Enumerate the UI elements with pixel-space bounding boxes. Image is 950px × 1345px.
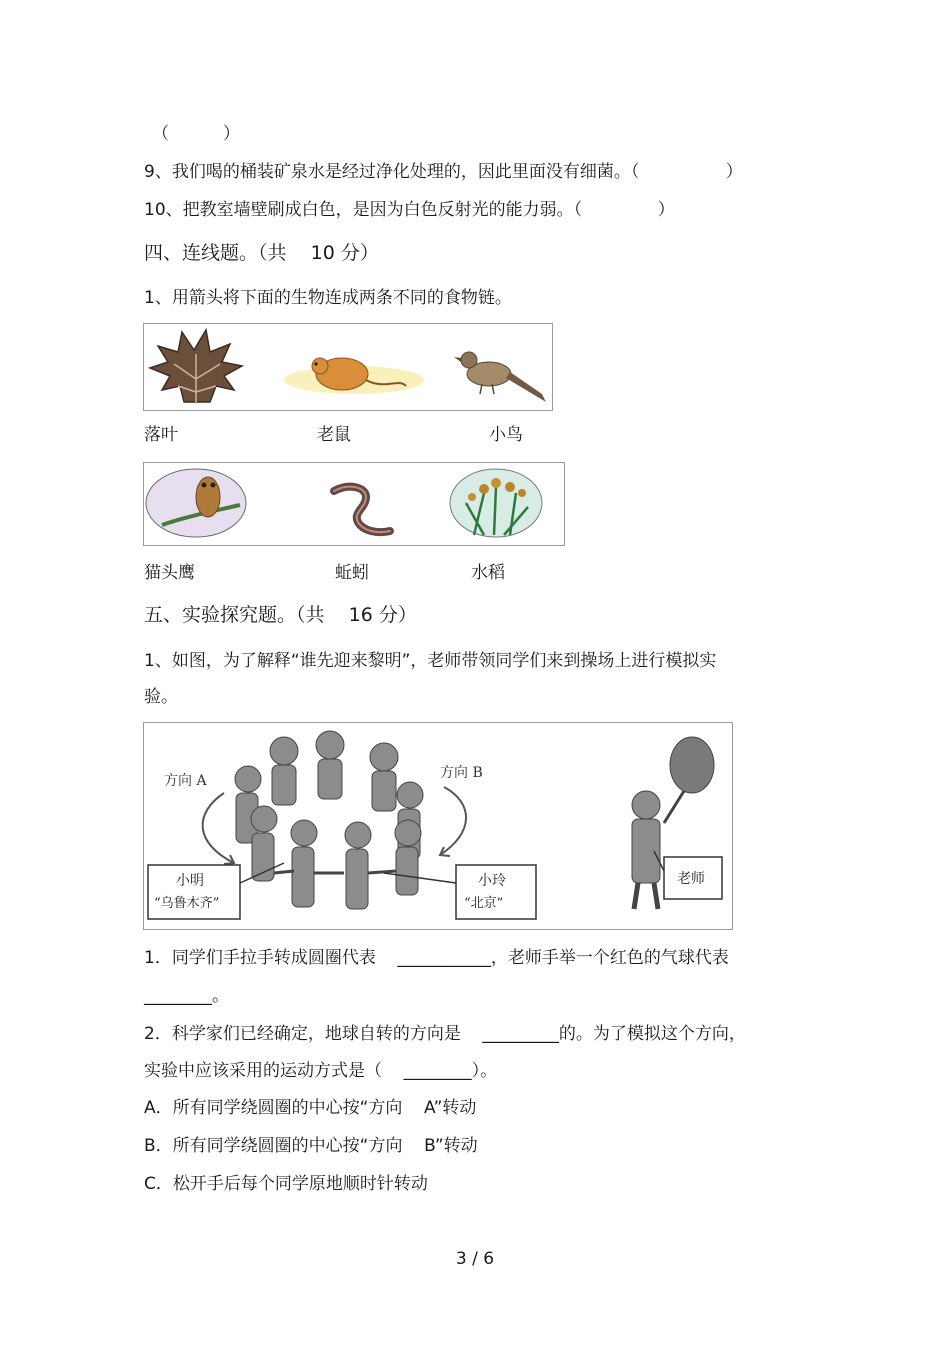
section-4-title: 四、连线题。（共 10 分） xyxy=(144,242,379,264)
label-owl: 猫头鹰 xyxy=(144,563,195,583)
question-9: 9、我们喝的桶装矿泉水是经过净化处理的，因此里面没有细菌。（ ） xyxy=(144,162,743,182)
label-earthworm: 蚯蚓 xyxy=(335,563,369,583)
organisms-row-1-image xyxy=(143,323,553,411)
page-number: 3 / 6 xyxy=(455,1249,495,1269)
label-rice: 水稻 xyxy=(471,563,505,583)
teacher-label: 老师 xyxy=(677,871,705,887)
sub-question-1-line-1: 1．同学们手拉手转成圆圈代表 ___________，老师手举一个红色的气球代表 xyxy=(144,948,729,968)
sub-question-1-line-2: ________。 xyxy=(144,986,229,1006)
mouse-icon xyxy=(284,358,424,394)
arrow-b-icon xyxy=(440,787,466,855)
children-circle-icon xyxy=(235,731,423,909)
owl-icon xyxy=(146,469,246,537)
earthworm-icon xyxy=(334,487,390,532)
experiment-illustration xyxy=(143,722,733,930)
option-c: C．松开手后每个同学原地顺时针转动 xyxy=(144,1174,428,1194)
direction-a-label: 方向 A xyxy=(164,773,207,789)
arrow-a-icon xyxy=(203,793,234,863)
xiaoming-name: 小明 xyxy=(176,873,204,889)
rice-plant-icon xyxy=(450,469,542,537)
section-4-question-1: 1、用箭头将下面的生物连成两条不同的食物链。 xyxy=(144,288,512,308)
section-5-question-1-line-2: 验。 xyxy=(144,687,178,707)
xiaoling-city: “北京” xyxy=(464,896,504,911)
option-a: A．所有同学绕圆圈的中心按“方向 A”转动 xyxy=(144,1098,477,1118)
section-5-question-1-line-1: 1、如图，为了解释“谁先迎来黎明”，老师带领同学们来到操场上进行模拟实 xyxy=(144,651,717,671)
label-small-bird: 小鸟 xyxy=(489,425,523,445)
xiaoling-name: 小玲 xyxy=(478,873,506,889)
previous-answer-blank: （ ） xyxy=(152,124,241,144)
teacher-speech-bubble xyxy=(654,851,722,899)
option-b: B．所有同学绕圆圈的中心按“方向 B”转动 xyxy=(144,1136,478,1156)
xiaoming-city: “乌鲁木齐” xyxy=(154,896,220,911)
sub-question-2-line-2: 实验中应该采用的运动方式是（ ________）。 xyxy=(144,1061,498,1081)
section-5-title: 五、实验探究题。（共 16 分） xyxy=(144,604,417,626)
direction-b-label: 方向 B xyxy=(440,765,483,781)
organisms-row-2-image xyxy=(143,462,565,546)
label-fallen-leaves: 落叶 xyxy=(144,425,178,445)
fallen-leaf-icon xyxy=(150,330,242,404)
label-mouse: 老鼠 xyxy=(317,425,351,445)
small-bird-icon xyxy=(454,352,546,402)
question-10: 10、把教室墙壁刷成白色，是因为白色反射光的能力弱。（ ） xyxy=(144,200,675,220)
sub-question-2-line-1: 2．科学家们已经确定，地球自转的方向是 _________的。为了模拟这个方向， xyxy=(144,1024,746,1044)
